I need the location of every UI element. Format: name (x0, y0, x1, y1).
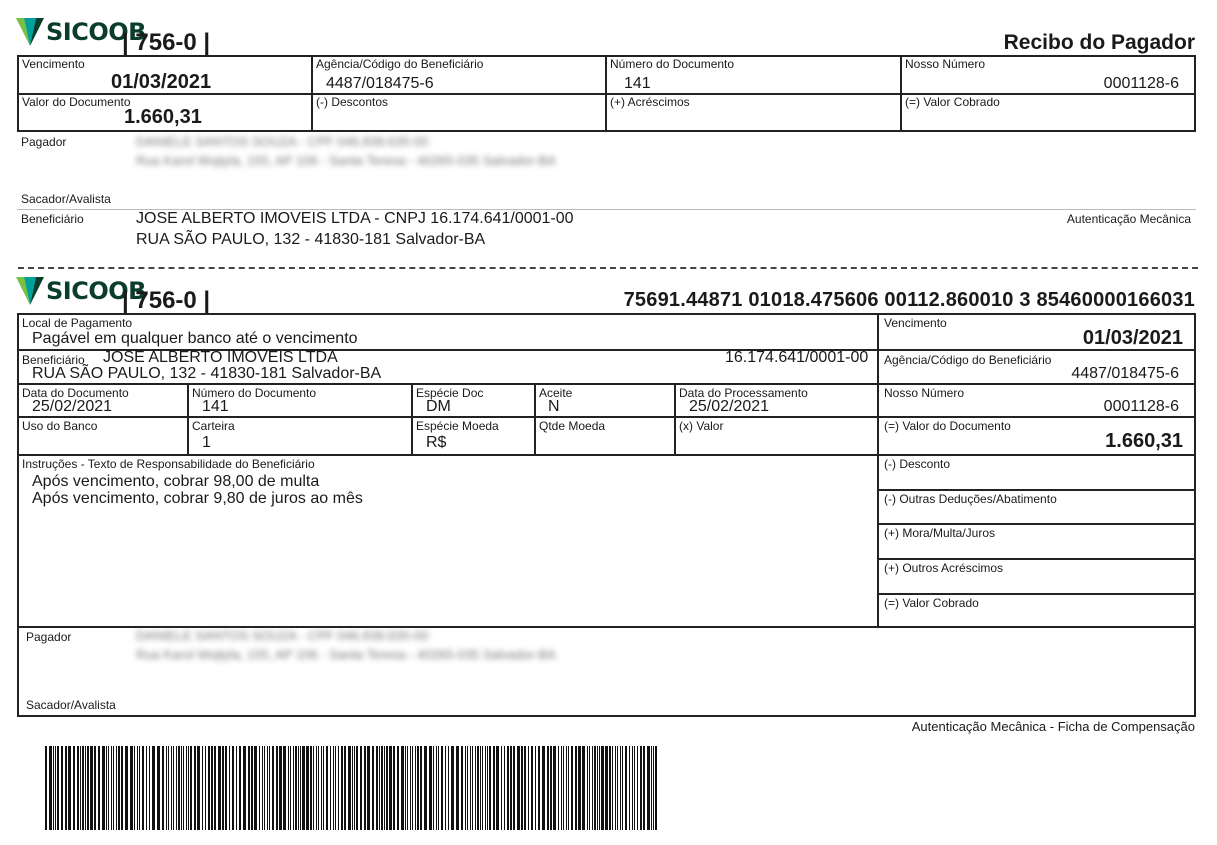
especie-doc-label: Espécie Doc (416, 386, 484, 400)
ficha-valor-doc-label: (=) Valor do Documento (884, 419, 1011, 433)
x-valor-label: (x) Valor (679, 419, 724, 433)
recibo-pagador-line2: Rua Karol Wojtyla, 155, AP 106 - Santa Teresa - 40265-035 Salvador-BA (136, 153, 556, 168)
mora-multa-juros-label: (+) Mora/Multa/Juros (884, 526, 996, 540)
recibo-beneficiario-line2: RUA SÃO PAULO, 132 - 41830-181 Salvador-BA (136, 231, 486, 248)
instrucoes-label: Instruções - Texto de Responsabilidade do Beneficiário (22, 457, 315, 471)
recibo-agencia-label: Agência/Código do Beneficiário (316, 57, 484, 71)
outras-deducoes-label: (-) Outras Deduções/Abatimento (884, 492, 1057, 506)
ficha-vencimento: 01/03/2021 (1082, 327, 1183, 349)
aceite: N (548, 398, 560, 415)
ficha-sacador-label: Sacador/Avalista (26, 698, 116, 712)
recibo-agencia: 4487/018475-6 (326, 75, 434, 92)
data-doc-label: Data do Documento (22, 386, 129, 400)
recibo-title: Recibo do Pagador (1003, 31, 1195, 54)
bank-name: SICOOB (46, 277, 146, 305)
ficha-nosso-numero-label: Nosso Número (884, 386, 965, 400)
ficha-valor-cobrado-label: (=) Valor Cobrado (884, 596, 979, 610)
ficha-beneficiario-nome: JOSE ALBERTO IMOVEIS LTDA (103, 349, 338, 366)
recibo-autenticacao: Autenticação Mecânica (1066, 212, 1191, 226)
desconto-label: (-) Desconto (884, 457, 951, 471)
data-doc: 25/02/2021 (32, 398, 113, 415)
aceite-label: Aceite (539, 386, 573, 400)
ficha-pagador-label: Pagador (26, 630, 72, 644)
recibo-nosso-numero: 0001128-6 (1103, 75, 1179, 92)
recibo-vencimento-label: Vencimento (22, 57, 85, 71)
uso-banco-label: Uso do Banco (22, 419, 98, 433)
especie-moeda-label: Espécie Moeda (416, 419, 499, 433)
instrucao-1: Após vencimento, cobrar 98,00 de multa (32, 473, 320, 490)
data-proc: 25/02/2021 (689, 398, 770, 415)
linha-digitavel: 75691.44871 01018.475606 00112.860010 3 85460000166031 (623, 289, 1195, 311)
ficha-pagador-line2: Rua Karol Wojtyla, 155, AP 106 - Santa Teresa - 40265-035 Salvador-BA (136, 647, 556, 662)
recibo-beneficiario-label: Beneficiário (21, 212, 84, 226)
recibo-pagador-label: Pagador (21, 135, 67, 149)
especie-moeda: R$ (426, 434, 447, 451)
carteira-label: Carteira (192, 419, 235, 433)
ficha-beneficiario-endereco: RUA SÃO PAULO, 132 - 41830-181 Salvador-BA (32, 365, 382, 382)
ficha-agencia-label: Agência/Código do Beneficiário (884, 353, 1052, 367)
recibo-valor-doc: 1.660,31 (124, 106, 202, 128)
barcode-icon (45, 746, 657, 830)
ficha-numero-doc-label: Número do Documento (192, 386, 317, 400)
data-proc-label: Data do Processamento (679, 386, 808, 400)
sicoob-logo-icon (16, 275, 44, 307)
recibo-beneficiario-line1: JOSE ALBERTO IMOVEIS LTDA - CNPJ 16.174.641/0001-00 (136, 210, 574, 227)
recibo-pagador-line1: DANIELE SANTOS SOUZA - CPF 046.839.635-00 (136, 134, 429, 149)
especie-doc: DM (426, 398, 451, 415)
recibo-nosso-numero-label: Nosso Número (905, 57, 986, 71)
ficha-beneficiario-cnpj: 16.174.641/0001-00 (725, 349, 869, 366)
recibo-acrescimos-label: (+) Acréscimos (610, 95, 690, 109)
local-pagamento: Pagável em qualquer banco até o vencimento (32, 330, 358, 347)
ficha-autenticacao: Autenticação Mecânica - Ficha de Compensação (911, 719, 1195, 734)
qtde-moeda-label: Qtde Moeda (539, 419, 606, 433)
recibo-descontos-label: (-) Descontos (316, 95, 389, 109)
ficha-nosso-numero: 0001128-6 (1103, 398, 1179, 415)
recibo-valor-doc-label: Valor do Documento (22, 95, 131, 109)
ficha-agencia: 4487/018475-6 (1071, 365, 1179, 382)
cut-line (18, 267, 1198, 269)
recibo-valor-cobrado-label: (=) Valor Cobrado (905, 95, 1000, 109)
outros-acrescimos-label: (+) Outros Acréscimos (884, 561, 1004, 575)
bank-name: SICOOB (46, 18, 146, 46)
carteira: 1 (202, 434, 211, 451)
recibo-sacador-label: Sacador/Avalista (21, 192, 111, 206)
recibo-vencimento: 01/03/2021 (111, 71, 212, 93)
sicoob-logo-icon (16, 16, 44, 48)
bank-code: | 756-0 | (122, 29, 211, 56)
ficha-beneficiario-label: Beneficiário (22, 353, 85, 367)
ficha-valor-doc: 1.660,31 (1105, 430, 1183, 452)
ficha-vencimento-label: Vencimento (884, 316, 947, 330)
bank-code-ficha: | 756-0 | (122, 287, 211, 314)
ficha-numero-doc: 141 (202, 398, 229, 415)
recibo-numero-doc: 141 (624, 75, 651, 92)
recibo-numero-doc-label: Número do Documento (610, 57, 735, 71)
local-pagamento-label: Local de Pagamento (22, 316, 133, 330)
ficha-pagador-line1: DANIELE SANTOS SOUZA - CPF 046.839.635-00 (136, 628, 429, 643)
instrucao-2: Após vencimento, cobrar 9,80 de juros ao mês (32, 490, 363, 507)
